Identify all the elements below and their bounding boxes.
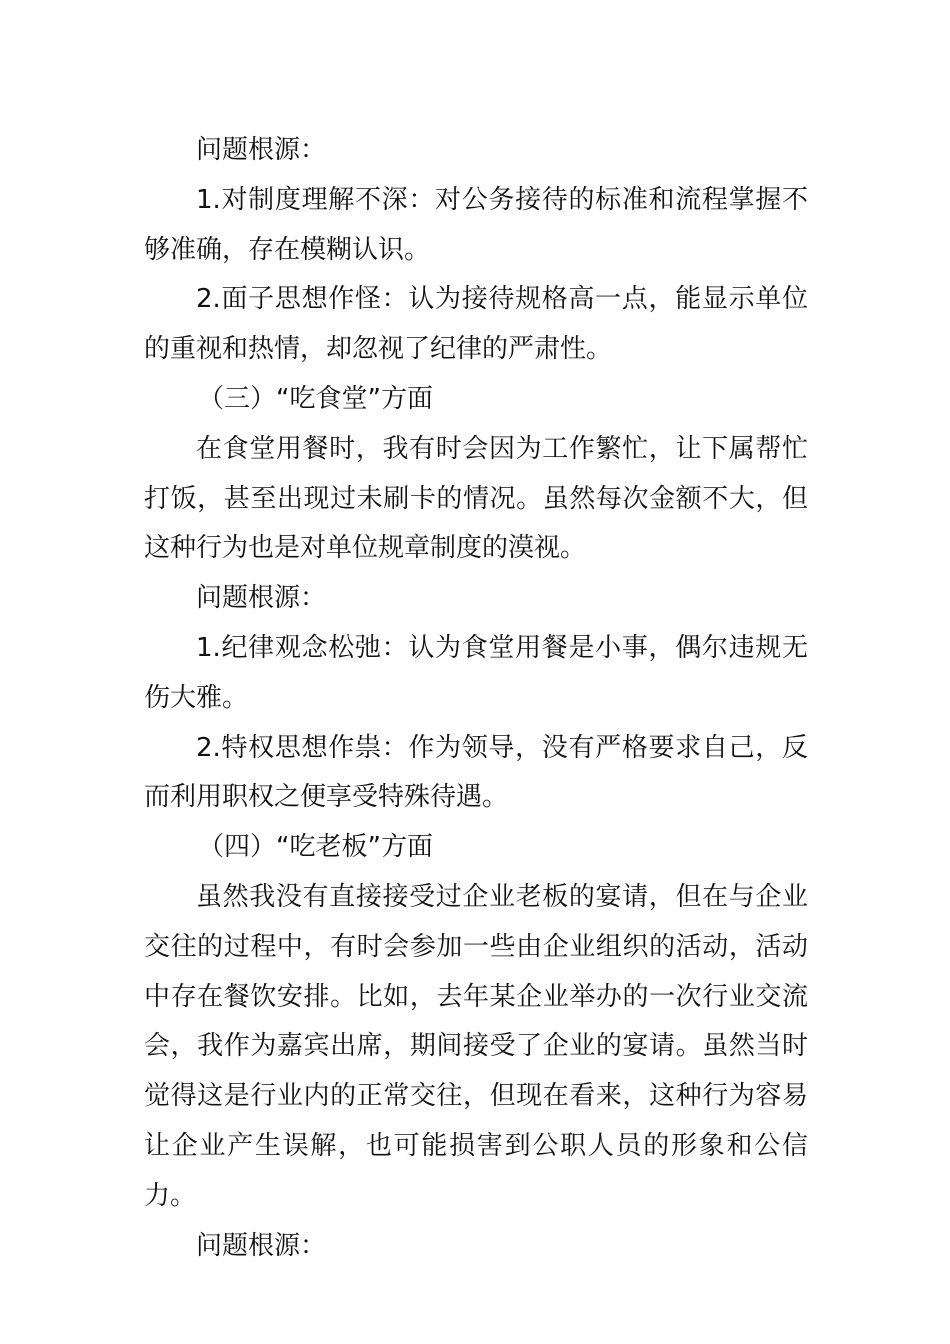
section-heading-boss: （四）“吃老板”方面: [198, 832, 433, 863]
document-body: [144, 126, 808, 1271]
paragraph-root-cause-system-understanding: 1.对制度理解不深：对公务接待的标准和流程掌握不够准确，存在模糊认识。: [144, 184, 808, 265]
paragraph-problem-root-3: 问题根源：: [196, 1230, 327, 1261]
paragraph-boss-description: 虽然我没有直接接受过企业老板的宴请，但在与企业交往的过程中，有时会参加一些由企业组织的活动，活动中存在餐饮安排。比如，去年某企业举办的一次行业交流会，我作为嘉宾出席，期间接受了企业的宴请。虽然当时觉得这是行业内的正常交往，但现在看来，这种行为容易让企业产生误解，也可能损害到公职人员的形象和公信力。: [144, 881, 808, 1211]
paragraph-root-cause-privilege: 2.特权思想作祟：作为领导，没有严格要求自己，反而利用职权之便享受特殊待遇。: [144, 732, 808, 813]
paragraph-root-cause-discipline: 1.纪律观念松弛：认为食堂用餐是小事，偶尔违规无伤大雅。: [144, 632, 808, 713]
paragraph-canteen-description: 在食堂用餐时，我有时会因为工作繁忙，让下属帮忙打饭，甚至出现过未刷卡的情况。虽然每次金额不大，但这种行为也是对单位规章制度的漠视。: [144, 433, 808, 564]
paragraph-problem-root-2: 问题根源：: [196, 583, 327, 614]
paragraph-problem-root-1: 问题根源：: [196, 135, 327, 165]
paragraph-root-cause-face-thinking: 2.面子思想作怪：认为接待规格高一点，能显示单位的重视和热情，却忽视了纪律的严肃性。: [144, 284, 808, 365]
section-heading-canteen: （三）“吃食堂”方面: [198, 383, 433, 414]
